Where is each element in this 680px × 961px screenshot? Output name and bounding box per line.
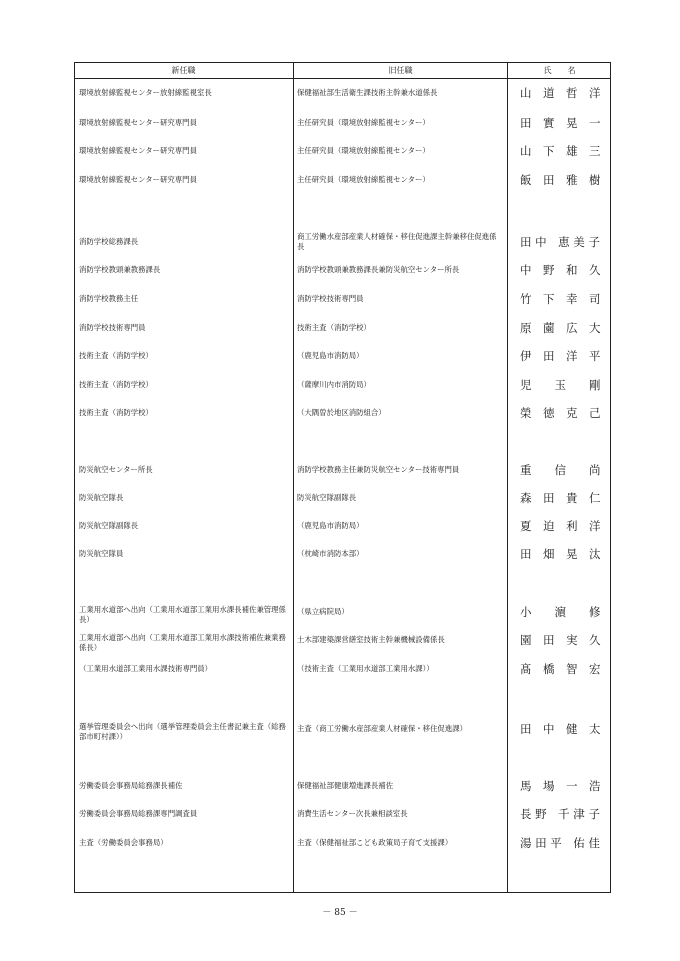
person-name: 竹 下 幸 司 bbox=[520, 292, 601, 306]
column-divider bbox=[293, 62, 294, 893]
old-post-cell: 主査（保健福祉部こども政策局子育て支援課） bbox=[297, 838, 453, 847]
old-post-cell: 消費生活センター次長兼相談室長 bbox=[297, 809, 408, 818]
new-post-cell: 環境放射線監視センター研究専門員 bbox=[79, 175, 197, 184]
header-divider bbox=[74, 78, 611, 79]
person-name: 重 信 尚 bbox=[520, 463, 601, 477]
new-post-cell: （工業用水道部工業用水課技術専門員） bbox=[79, 664, 213, 673]
new-post-cell: 環境放射線監視センター研究専門員 bbox=[79, 146, 197, 155]
new-post-cell: 消防学校総務課長 bbox=[79, 237, 139, 246]
person-name: 田 實 晃 一 bbox=[520, 116, 601, 130]
old-post-cell: 消防学校技術専門員 bbox=[297, 294, 364, 303]
old-post-cell: （技術主査（工業用水道部工業用水課）） bbox=[297, 664, 434, 673]
new-post-cell: 選挙管理委員会へ出向（選挙管理委員会主任書記兼主査（総務部市町村課）） bbox=[79, 722, 286, 741]
page-number: － 85 － bbox=[322, 908, 358, 918]
person-name: 伊 田 洋 平 bbox=[520, 349, 601, 363]
person-name: 田 中 健 太 bbox=[520, 722, 601, 736]
new-post-cell: 労働委員会事務局総務課専門調査員 bbox=[79, 809, 198, 818]
person-name: 髙 橋 智 宏 bbox=[520, 662, 601, 676]
old-post-cell: 主任研究員（環境放射線監視センター） bbox=[297, 175, 430, 184]
new-post-cell: 技術主査（消防学校） bbox=[79, 408, 153, 417]
old-post-cell: （枕崎市消防本部） bbox=[297, 549, 364, 558]
header-old-post: 旧任職 bbox=[388, 66, 413, 75]
person-name: 小 濵 修 bbox=[520, 605, 601, 619]
old-post-cell: （鹿児島市消防局） bbox=[297, 351, 364, 360]
header-new-post: 新任職 bbox=[171, 66, 196, 75]
old-post-cell: 防災航空隊副隊長 bbox=[297, 493, 357, 502]
old-post-cell: 主査（商工労働水産部産業人材確保・移住促進課） bbox=[297, 724, 467, 733]
new-post-cell: 消防学校教頭兼教務課長 bbox=[79, 265, 161, 274]
old-post-cell: （鹿児島市消防局） bbox=[297, 521, 364, 530]
person-name: 榮 徳 克 己 bbox=[520, 406, 601, 420]
person-name: 中 野 和 久 bbox=[520, 263, 601, 277]
old-post-cell: 土木部建築課営繕室技術主幹兼機械設備係長 bbox=[297, 635, 445, 644]
new-post-cell: 工業用水道部へ出向（工業用水道部工業用水課技術補佐兼業務係長） bbox=[79, 633, 286, 652]
new-post-cell: 防災航空隊員 bbox=[79, 549, 124, 558]
new-post-cell: 防災航空センター所長 bbox=[79, 465, 153, 474]
person-name: 飯 田 雅 樹 bbox=[520, 173, 601, 187]
old-post-cell: 商工労働水産部産業人材確保・移住促進課主幹兼移住促進係長 bbox=[297, 232, 497, 251]
person-name: 山 道 哲 洋 bbox=[520, 86, 601, 100]
person-name: 田 中 恵 美 子 bbox=[520, 235, 600, 249]
old-post-cell: （薩摩川内市消防局） bbox=[297, 380, 371, 389]
old-post-cell: 消防学校教頭兼教務課長兼防災航空センター所長 bbox=[297, 265, 460, 274]
person-name: 園 田 実 久 bbox=[520, 633, 601, 647]
new-post-cell: 消防学校教務主任 bbox=[79, 294, 139, 303]
old-post-cell: 保健福祉部健康増進課長補佐 bbox=[297, 781, 394, 790]
new-post-cell: 環境放射線監視センター研究専門員 bbox=[79, 118, 197, 127]
new-post-cell: 技術主査（消防学校） bbox=[79, 380, 153, 389]
person-name: 児 玉 剛 bbox=[520, 378, 601, 392]
header-name: 氏 名 bbox=[543, 66, 576, 75]
new-post-cell: 防災航空隊長 bbox=[79, 493, 124, 502]
person-name: 長 野 千 津 子 bbox=[520, 807, 600, 821]
new-post-cell: 環境放射線監視センター放射線監視室長 bbox=[79, 88, 212, 97]
new-post-cell: 防災航空隊副隊長 bbox=[79, 521, 139, 530]
old-post-cell: 消防学校教務主任兼防災航空センター技術専門員 bbox=[297, 465, 460, 474]
new-post-cell: 消防学校技術専門員 bbox=[79, 323, 146, 332]
old-post-cell: （県立病院局） bbox=[297, 607, 349, 616]
new-post-cell: 技術主査（消防学校） bbox=[79, 351, 153, 360]
person-name: 原 薗 広 大 bbox=[520, 321, 601, 335]
old-post-cell: 技術主査（消防学校） bbox=[297, 323, 371, 332]
new-post-cell: 主査（労働委員会事務局） bbox=[79, 838, 168, 847]
old-post-cell: 主任研究員（環境放射線監視センター） bbox=[297, 118, 430, 127]
person-name: 湯 田 平 佑 佳 bbox=[520, 836, 600, 850]
person-name: 田 畑 晃 汰 bbox=[520, 547, 601, 561]
old-post-cell: 保健福祉部生活衛生課技術主幹兼水道係長 bbox=[297, 88, 438, 97]
new-post-cell: 労働委員会事務局総務課長補佐 bbox=[79, 781, 183, 790]
person-name: 夏 迫 利 洋 bbox=[520, 519, 601, 533]
old-post-cell: 主任研究員（環境放射線監視センター） bbox=[297, 146, 430, 155]
person-name: 森 田 貴 仁 bbox=[520, 491, 601, 505]
person-name: 山 下 雄 三 bbox=[520, 144, 601, 158]
person-name: 馬 場 一 浩 bbox=[520, 779, 601, 793]
new-post-cell: 工業用水道部へ出向（工業用水道部工業用水課長補佐兼管理係長） bbox=[79, 605, 286, 624]
old-post-cell: （大隅曽於地区消防組合） bbox=[297, 408, 386, 417]
column-divider bbox=[507, 62, 508, 893]
